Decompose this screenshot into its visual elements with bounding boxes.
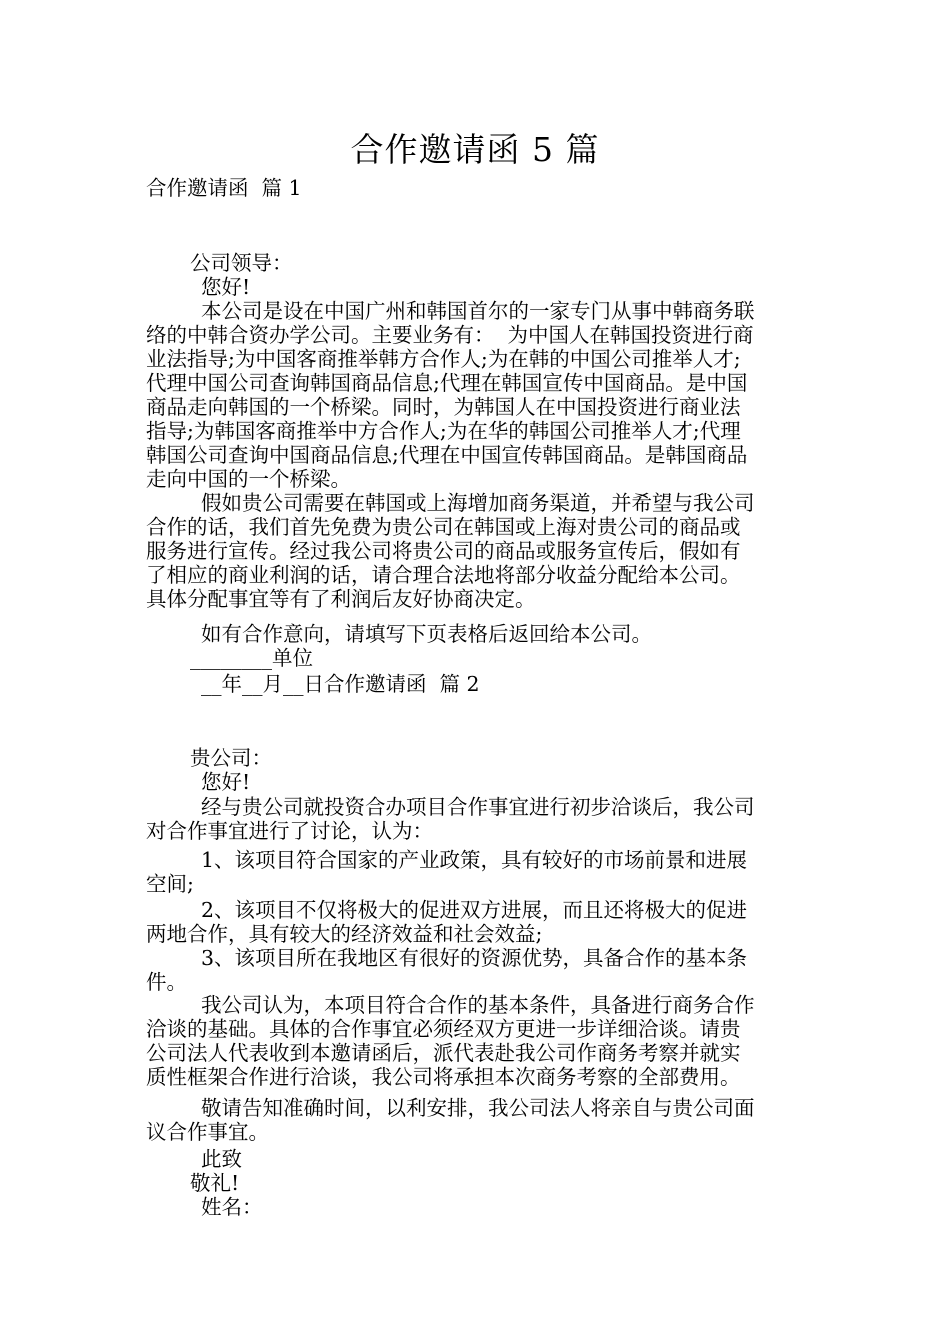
paragraph-line: 服务进行宣传。经过我公司将贵公司的商品或服务宣传后，假如有 xyxy=(146,539,741,563)
paragraph-line: 合作的话，我们首先免费为贵公司在韩国或上海对贵公司的商品或 xyxy=(146,515,741,539)
list-item-line: 3、该项目所在我地区有很好的资源优势，具备合作的基本条 xyxy=(201,946,748,970)
paragraph-line: 业法指导;为中国客商推举韩方合作人;为在韩的中国公司推举人才; xyxy=(146,347,741,371)
list-item-line: 1、该项目符合国家的产业政策，具有较好的市场前景和进展 xyxy=(201,848,748,872)
paragraph-line: 走向中国的一个桥梁。 xyxy=(146,467,351,491)
paragraph-line: 络的中韩合资办学公司。主要业务有： 为中国人在韩国投资进行商 xyxy=(146,323,754,347)
document-title: 合作邀请函 5 篇 xyxy=(350,130,600,169)
paragraph-line: 韩国公司查询中国商品信息;代理在中国宣传韩国商品。是韩国商品 xyxy=(146,443,748,467)
paragraph-line: 我公司认为，本项目符合合作的基本条件，具备进行商务合作 xyxy=(201,993,755,1017)
paragraph-line: 指导;为韩国客商推举中方合作人;为在华的韩国公司推举人才;代理 xyxy=(146,419,741,443)
paragraph-line: 经与贵公司就投资合办项目合作事宜进行初步洽谈后，我公司 xyxy=(201,795,755,819)
list-item-line: 2、该项目不仅将极大的促进双方进展，而且还将极大的促进 xyxy=(201,898,748,922)
paragraph-line: 敬请告知准确时间，以利安排，我公司法人将亲自与贵公司面 xyxy=(201,1096,755,1120)
paragraph-line: 商品走向韩国的一个桥梁。同时，为韩国人在中国投资进行商业法 xyxy=(146,395,741,419)
unit-line: ________单位 xyxy=(190,646,313,670)
list-item-line: 空间; xyxy=(146,872,194,896)
paragraph-line: 假如贵公司需要在韩国或上海增加商务渠道，并希望与我公司 xyxy=(201,491,755,515)
list-item-line: 两地合作，具有较大的经济效益和社会效益; xyxy=(146,922,543,946)
list-item-line: 件。 xyxy=(146,970,187,994)
section2-greeting: 您好! xyxy=(201,770,251,794)
paragraph-line: 如有合作意向，请填写下页表格后返回给本公司。 xyxy=(201,622,652,646)
paragraph-line: 了相应的商业利润的话，请合理合法地将部分收益分配给本公司。 xyxy=(146,563,741,587)
date-line: __年__月__日合作邀请函 篇 2 xyxy=(201,672,480,696)
section1-heading: 合作邀请函 篇 1 xyxy=(146,176,302,200)
section2-salutation: 贵公司： xyxy=(190,746,272,770)
closing-line: 敬礼! xyxy=(190,1171,240,1195)
name-label: 姓名： xyxy=(201,1195,263,1219)
paragraph-line: 对合作事宜进行了讨论，认为： xyxy=(146,819,433,843)
paragraph-line: 代理中国公司查询韩国商品信息;代理在韩国宣传中国商品。是中国 xyxy=(146,371,748,395)
paragraph-line: 洽谈的基础。具体的合作事宜必须经双方更进一步详细洽谈。请贵 xyxy=(146,1017,741,1041)
paragraph-line: 议合作事宜。 xyxy=(146,1120,269,1144)
paragraph-line: 公司法人代表收到本邀请函后，派代表赴我公司作商务考察并就实 xyxy=(146,1041,741,1065)
section1-salutation: 公司领导： xyxy=(190,251,293,275)
paragraph-line: 具体分配事宜等有了利润后友好协商决定。 xyxy=(146,587,536,611)
paragraph-line: 质性框架合作进行洽谈，我公司将承担本次商务考察的全部费用。 xyxy=(146,1065,741,1089)
section1-greeting: 您好! xyxy=(201,275,251,299)
closing-line: 此致 xyxy=(201,1147,242,1171)
paragraph-line: 本公司是设在中国广州和韩国首尔的一家专门从事中韩商务联 xyxy=(201,299,755,323)
